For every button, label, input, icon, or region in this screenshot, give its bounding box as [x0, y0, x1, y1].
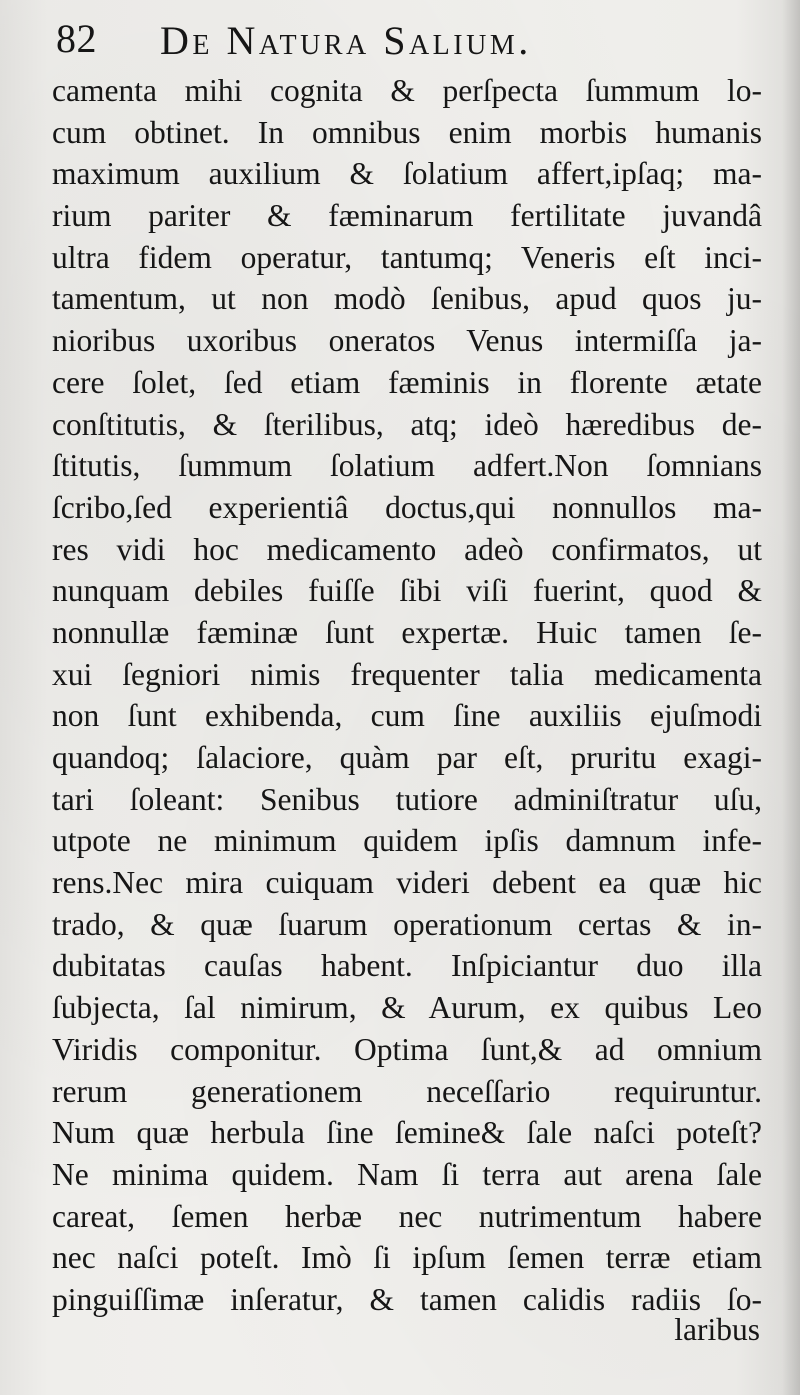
text-line: xui ſegniori nimis frequenter talia medicamenta	[52, 656, 762, 692]
text-line: maximum auxilium & ſolatium affert,ipſaq; ma-	[52, 156, 762, 192]
text-line: tari ſoleant: Senibus tutiore adminiſtratur uſu,	[52, 781, 762, 817]
running-title: De Natura Salium.	[160, 18, 532, 63]
body-text	[52, 70, 762, 1321]
text-line: ſcribo,ſed experientiâ doctus,qui nonnullos ma-	[52, 489, 762, 525]
text-line: dubitatas cauſas habent. Inſpiciantur duo illa	[52, 948, 762, 984]
text-line: rium pariter & fæminarum fertilitate juvandâ	[52, 198, 762, 234]
text-line: trado, & quæ ſuarum operationum certas & in-	[52, 906, 762, 942]
text-line: Ne minima quidem. Nam ſi terra aut arena ſale	[52, 1156, 762, 1192]
text-line: ſtitutis, ſummum ſolatium adfert.Non ſomnians	[52, 448, 762, 484]
text-line: nioribus uxoribus oneratos Venus intermiſſa ja-	[52, 323, 762, 359]
page-header	[56, 12, 756, 64]
text-line: Viridis componitur. Optima ſunt,& ad omnium	[52, 1031, 762, 1067]
page-edge-shadow	[782, 0, 800, 1395]
text-line: Num quæ herbula ſine ſemine& ſale naſci poteſt?	[52, 1115, 762, 1151]
text-line: conſtitutis, & ſterilibus, atq; ideò hæredibus de-	[52, 406, 762, 442]
text-line: rerum generationem neceſſario requiruntur.	[52, 1073, 762, 1109]
text-line: pinguiſſimæ inſeratur, & tamen calidis radiis ſo-	[52, 1281, 762, 1317]
text-line: res vidi hoc medicamento adeò confirmatos, ut	[52, 531, 762, 567]
text-line: quandoq; ſalaciore, quàm par eſt, pruritu exagi-	[52, 740, 762, 775]
text-line: camenta mihi cognita & perſpecta ſummum lo-	[52, 73, 762, 108]
text-line: careat, ſemen herbæ nec nutrimentum habere	[52, 1198, 762, 1234]
text-line: non ſunt exhibenda, cum ſine auxiliis ejuſmodi	[52, 698, 762, 734]
catchword: laribus	[674, 1312, 760, 1347]
text-line: rens.Nec mira cuiquam videri debent ea quæ hic	[52, 865, 762, 901]
text-line: nec naſci poteſt. Imò ſi ipſum ſemen terræ etiam	[52, 1240, 762, 1276]
text-line: utpote ne minimum quidem ipſis damnum infe-	[52, 823, 762, 859]
page-number: 82	[56, 16, 97, 61]
text-line: nonnullæ fæminæ ſunt expertæ. Huic tamen ſe-	[52, 614, 762, 650]
text-line: cere ſolet, ſed etiam fæminis in florente ætate	[52, 364, 762, 400]
text-line: ultra fidem operatur, tantumq; Veneris eſt inci-	[52, 239, 762, 275]
text-line: ſubjecta, ſal nimirum, & Aurum, ex quibus Leo	[52, 990, 762, 1026]
text-line: tamentum, ut non modò ſenibus, apud quos ju-	[52, 281, 762, 317]
text-line: cum obtinet. In omnibus enim morbis humanis	[52, 114, 762, 150]
text-line: nunquam debiles fuiſſe ſibi viſi fuerint, quod &	[52, 573, 762, 609]
